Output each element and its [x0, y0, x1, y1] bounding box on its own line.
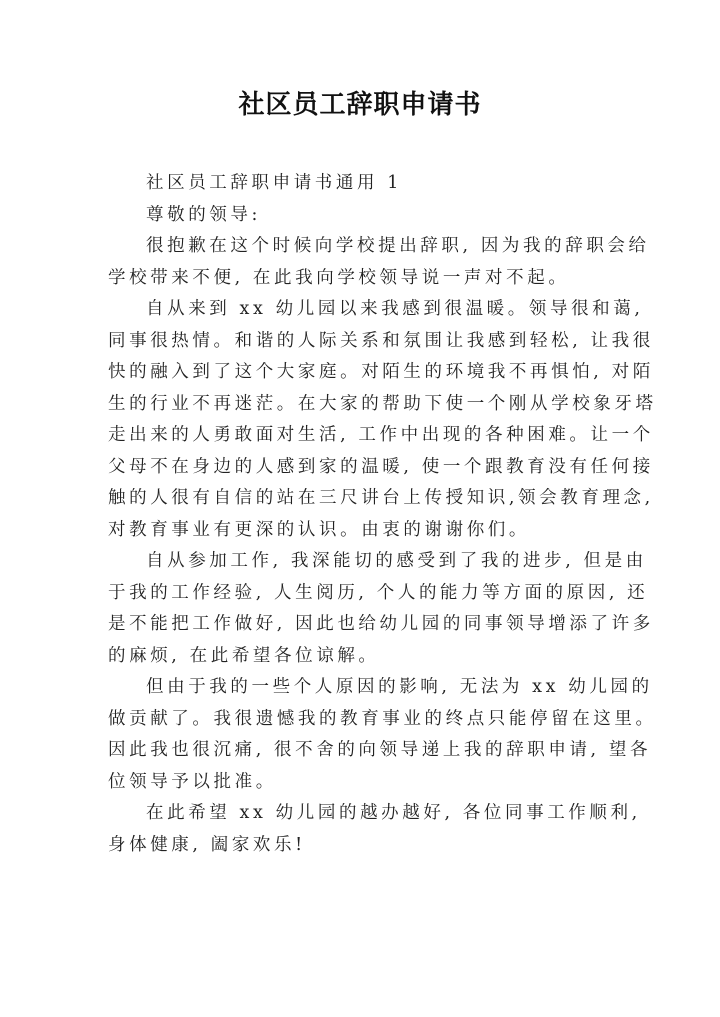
text-line: 学校带来不便, 在此我向学校领导说一声对不起。 [108, 267, 570, 288]
text-line: 自从参加工作, 我深能切的感受到了我的进步, 但是由 [146, 551, 647, 571]
document-body [108, 168, 657, 861]
text-line: 于我的工作经验, 人生阅历, 个人的能力等方面的原因, 还 [108, 582, 649, 603]
text-line: 自从来到 xx 幼儿园以来我感到很温暖。领导很和蔼, [146, 299, 644, 319]
text-line: 是不能把工作做好, 因此也给幼儿园的同事领导增添了许多 [108, 614, 654, 634]
text-line: 走出来的人勇敢面对生活, 工作中出现的各种困难。让一个 [108, 425, 654, 445]
text-line: 父母不在身边的人感到家的温暖, 使一个跟教育没有任何接 [108, 456, 654, 477]
text-line: 很抱歉在这个时候向学校提出辞职, 因为我的辞职会给 [146, 236, 650, 256]
document-title: 社区员工辞职申请书 [238, 90, 482, 120]
text-line: 位领导予以批准。 [108, 771, 277, 792]
text-line: 身体健康, 阖家欢乐! [108, 834, 306, 855]
text-line: 快的融入到了这个大家庭。对陌生的环境我不再惧怕, 对陌 [108, 362, 654, 382]
text-line: 但由于我的一些个人原因的影响, 无法为 xx 幼儿园的 [146, 677, 653, 697]
text-line: 尊敬的领导: [146, 204, 261, 225]
text-line: 因此我也很沉痛, 很不舍的向领导递上我的辞职申请, 望各 [108, 740, 652, 760]
text-line: 做贡献了。我很遗憾我的教育事业的终点只能停留在这里。 [108, 708, 657, 729]
text-line: 的麻烦, 在此希望各位谅解。 [108, 645, 380, 666]
text-line: 在此希望 xx 幼儿园的越办越好, 各位同事工作顺利, [146, 803, 641, 823]
text-line: 生的行业不再迷茫。在大家的帮助下使一个刚从学校象牙塔 [108, 393, 657, 414]
text-line: 触的人很有自信的站在三尺讲台上传授知识,领会教育理念, [108, 488, 654, 508]
text-line: 社区员工辞职申请书通用 1 [146, 173, 402, 193]
text-line: 同事很热情。和谐的人际关系和氛围让我感到轻松, 让我很 [108, 330, 654, 351]
text-line: 对教育事业有更深的认识。由衷的谢谢你们。 [108, 519, 530, 540]
